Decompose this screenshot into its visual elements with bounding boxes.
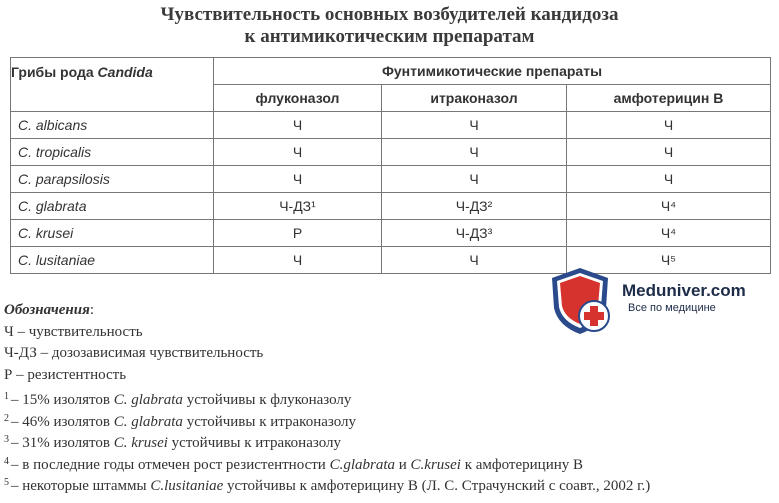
footnote-text: устойчивы к флуконазолу (182, 392, 352, 408)
group-header: Фунтимикотические препараты (214, 58, 771, 85)
value-cell: Ч (214, 112, 382, 139)
legend (4, 300, 650, 494)
footnote-mark: 2 (4, 412, 9, 424)
title-line-2: к антимикотическим препаратам (244, 26, 535, 47)
footnote-text: к амфотерицину В (460, 456, 584, 473)
logo-tagline: Все по медицине (628, 302, 716, 314)
value-cell: Ч (214, 166, 382, 193)
genus-header-italic: Candida (97, 64, 153, 80)
footnote-4 (4, 451, 650, 473)
footnote-1 (4, 386, 650, 408)
value-cell: Ч⁴ (567, 220, 771, 247)
footnote-species: C.glabrata (329, 456, 396, 473)
drug-header-itraconazole: итраконазол (382, 85, 567, 112)
legend-colon: : (89, 302, 95, 318)
sensitivity-table (10, 57, 771, 274)
genus-header-text: Грибы рода (11, 64, 98, 80)
drug-header-amphotericin: амфотерицин В (567, 85, 771, 112)
title-line-1: Чувствительность основных возбудителей кандидоза (160, 4, 619, 25)
table-row (11, 220, 771, 247)
value-cell: Ч (567, 166, 771, 193)
species-cell: C. glabrata (11, 193, 214, 220)
footnote-species: C.lusitaniae (150, 478, 224, 494)
table-row (11, 166, 771, 193)
legend-item: Р – резистентность (4, 366, 127, 383)
footnote-species: C. glabrata (113, 413, 183, 430)
value-cell: Ч (567, 112, 771, 139)
footnote-text: – 31% изолятов (11, 435, 114, 451)
genus-header (11, 58, 214, 112)
legend-heading: Обозначения (4, 302, 90, 318)
table-row (11, 139, 771, 166)
footnote-text: – 15% изолятов (11, 392, 114, 408)
legend-item: Ч – чувствительность (4, 323, 143, 340)
value-cell: Ч (567, 139, 771, 166)
value-cell: Ч-ДЗ³ (382, 220, 567, 247)
footnote-text: устойчивы к итраконазолу (167, 435, 341, 451)
value-cell: Р (214, 220, 382, 247)
value-cell: Ч (382, 166, 567, 193)
footnote-text: – некоторые штаммы (11, 478, 151, 494)
value-cell: Ч (214, 247, 382, 274)
value-cell: Ч-ДЗ¹ (214, 193, 382, 220)
table-row (11, 193, 771, 220)
logo-name: Meduniver.com (622, 281, 746, 300)
footnote-text: и (395, 456, 411, 473)
species-cell: C. krusei (11, 220, 214, 247)
species-cell: C. parapsilosis (11, 166, 214, 193)
footnote-2 (4, 408, 650, 430)
value-cell: Ч (382, 247, 567, 274)
footnote-text: устойчивы к амфотерицину В (Л. С. Страчунский с соавт., 2002 г.) (223, 478, 651, 494)
footnote-mark: 5 (4, 477, 9, 488)
footnote-5 (4, 472, 650, 494)
footnote-3 (4, 429, 650, 451)
value-cell: Ч (382, 139, 567, 166)
value-cell: Ч-ДЗ² (382, 193, 567, 220)
legend-item: Ч-ДЗ – дозозависимая чувствительность (4, 345, 264, 361)
table-row (11, 112, 771, 139)
footnote-species: C. krusei (113, 435, 168, 451)
value-cell: Ч⁴ (567, 193, 771, 220)
species-cell: C. albicans (11, 112, 214, 139)
drug-header-fluconazole: флуконазол (214, 85, 382, 112)
footnote-mark: 4 (4, 455, 9, 467)
footnote-text: – 46% изолятов (11, 413, 114, 430)
value-cell: Ч (214, 139, 382, 166)
page-title (0, 4, 779, 48)
footnote-text: устойчивы к итраконазолу (182, 413, 357, 430)
footnote-mark: 1 (4, 391, 9, 402)
footnote-species: C.krusei (410, 456, 461, 473)
footnote-mark: 3 (4, 434, 9, 445)
value-cell: Ч⁵ (567, 247, 771, 274)
value-cell: Ч (382, 112, 567, 139)
species-cell: C. lusitaniae (11, 247, 214, 274)
footnote-text: – в последние годы отмечен рост резистентности (11, 456, 330, 473)
footnote-species: C. glabrata (113, 392, 183, 408)
species-cell: C. tropicalis (11, 139, 214, 166)
legend-heading-row (4, 300, 650, 322)
